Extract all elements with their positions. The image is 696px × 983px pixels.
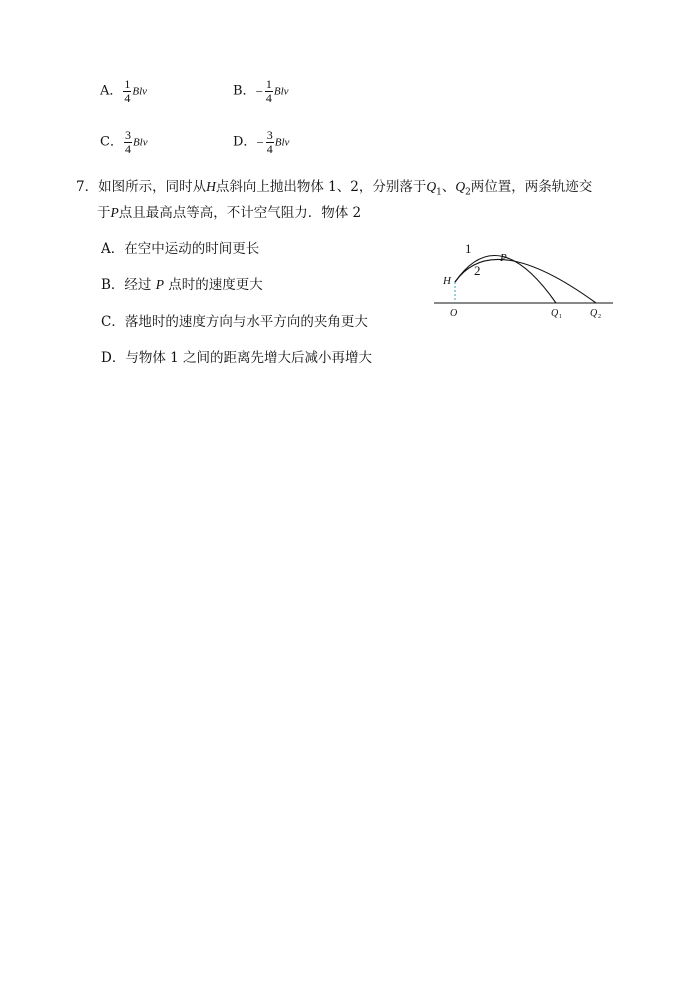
option-symbol: Blv <box>274 136 290 149</box>
option-label: C． <box>100 134 123 150</box>
projectile-figure <box>430 236 620 326</box>
fraction: $\frac{3}{4}$ <box>124 128 131 156</box>
label-Q2-sub: 2 <box>598 314 601 320</box>
fraction: $\frac{3}{4}$ <box>266 128 273 156</box>
label-O: O <box>450 308 458 319</box>
q7-option-b: B．经过 P 点时的速度更大 <box>101 277 263 293</box>
q6-option-a <box>100 78 147 105</box>
q7-option-d: D．与物体 1 之间的距离先增大后减小再增大 <box>101 350 372 366</box>
option-symbol: Blv <box>273 85 289 98</box>
label-H: H <box>443 275 451 287</box>
q7-stem-line2: 于P点且最高点等高，不计空气阻力．物体 2 <box>97 205 362 221</box>
fraction: $\frac{1}{4}$ <box>265 77 272 105</box>
fraction: $\frac{1}{4}$ <box>124 77 131 105</box>
option-symbol: Blv <box>132 85 148 98</box>
q6-option-b <box>233 78 289 105</box>
q6-option-c <box>100 129 148 156</box>
option-label: A． <box>100 83 123 99</box>
label-Q1: Q <box>551 308 559 319</box>
q7-stem-line1: 7．如图所示，同时从H点斜向上抛出物体 1、2，分别落于$Q_1$、$Q_2$两位置，两条轨迹交 <box>76 179 593 198</box>
label-Q2: Q <box>590 308 598 319</box>
label-1: 1 <box>465 241 472 256</box>
option-label: B． <box>233 83 256 99</box>
minus-sign: − <box>255 83 263 99</box>
question-number: 7． <box>76 179 99 195</box>
q7-option-c: C．落地时的速度方向与水平方向的夹角更大 <box>101 314 368 330</box>
label-P: P <box>500 252 507 264</box>
q6-option-d <box>233 129 289 156</box>
label-2: 2 <box>474 263 481 278</box>
minus-sign: − <box>256 134 264 150</box>
option-symbol: Blv <box>132 136 148 149</box>
option-label: D． <box>233 134 257 150</box>
q7-option-a: A．在空中运动的时间更长 <box>101 241 260 257</box>
label-Q1-sub: 1 <box>559 314 562 320</box>
